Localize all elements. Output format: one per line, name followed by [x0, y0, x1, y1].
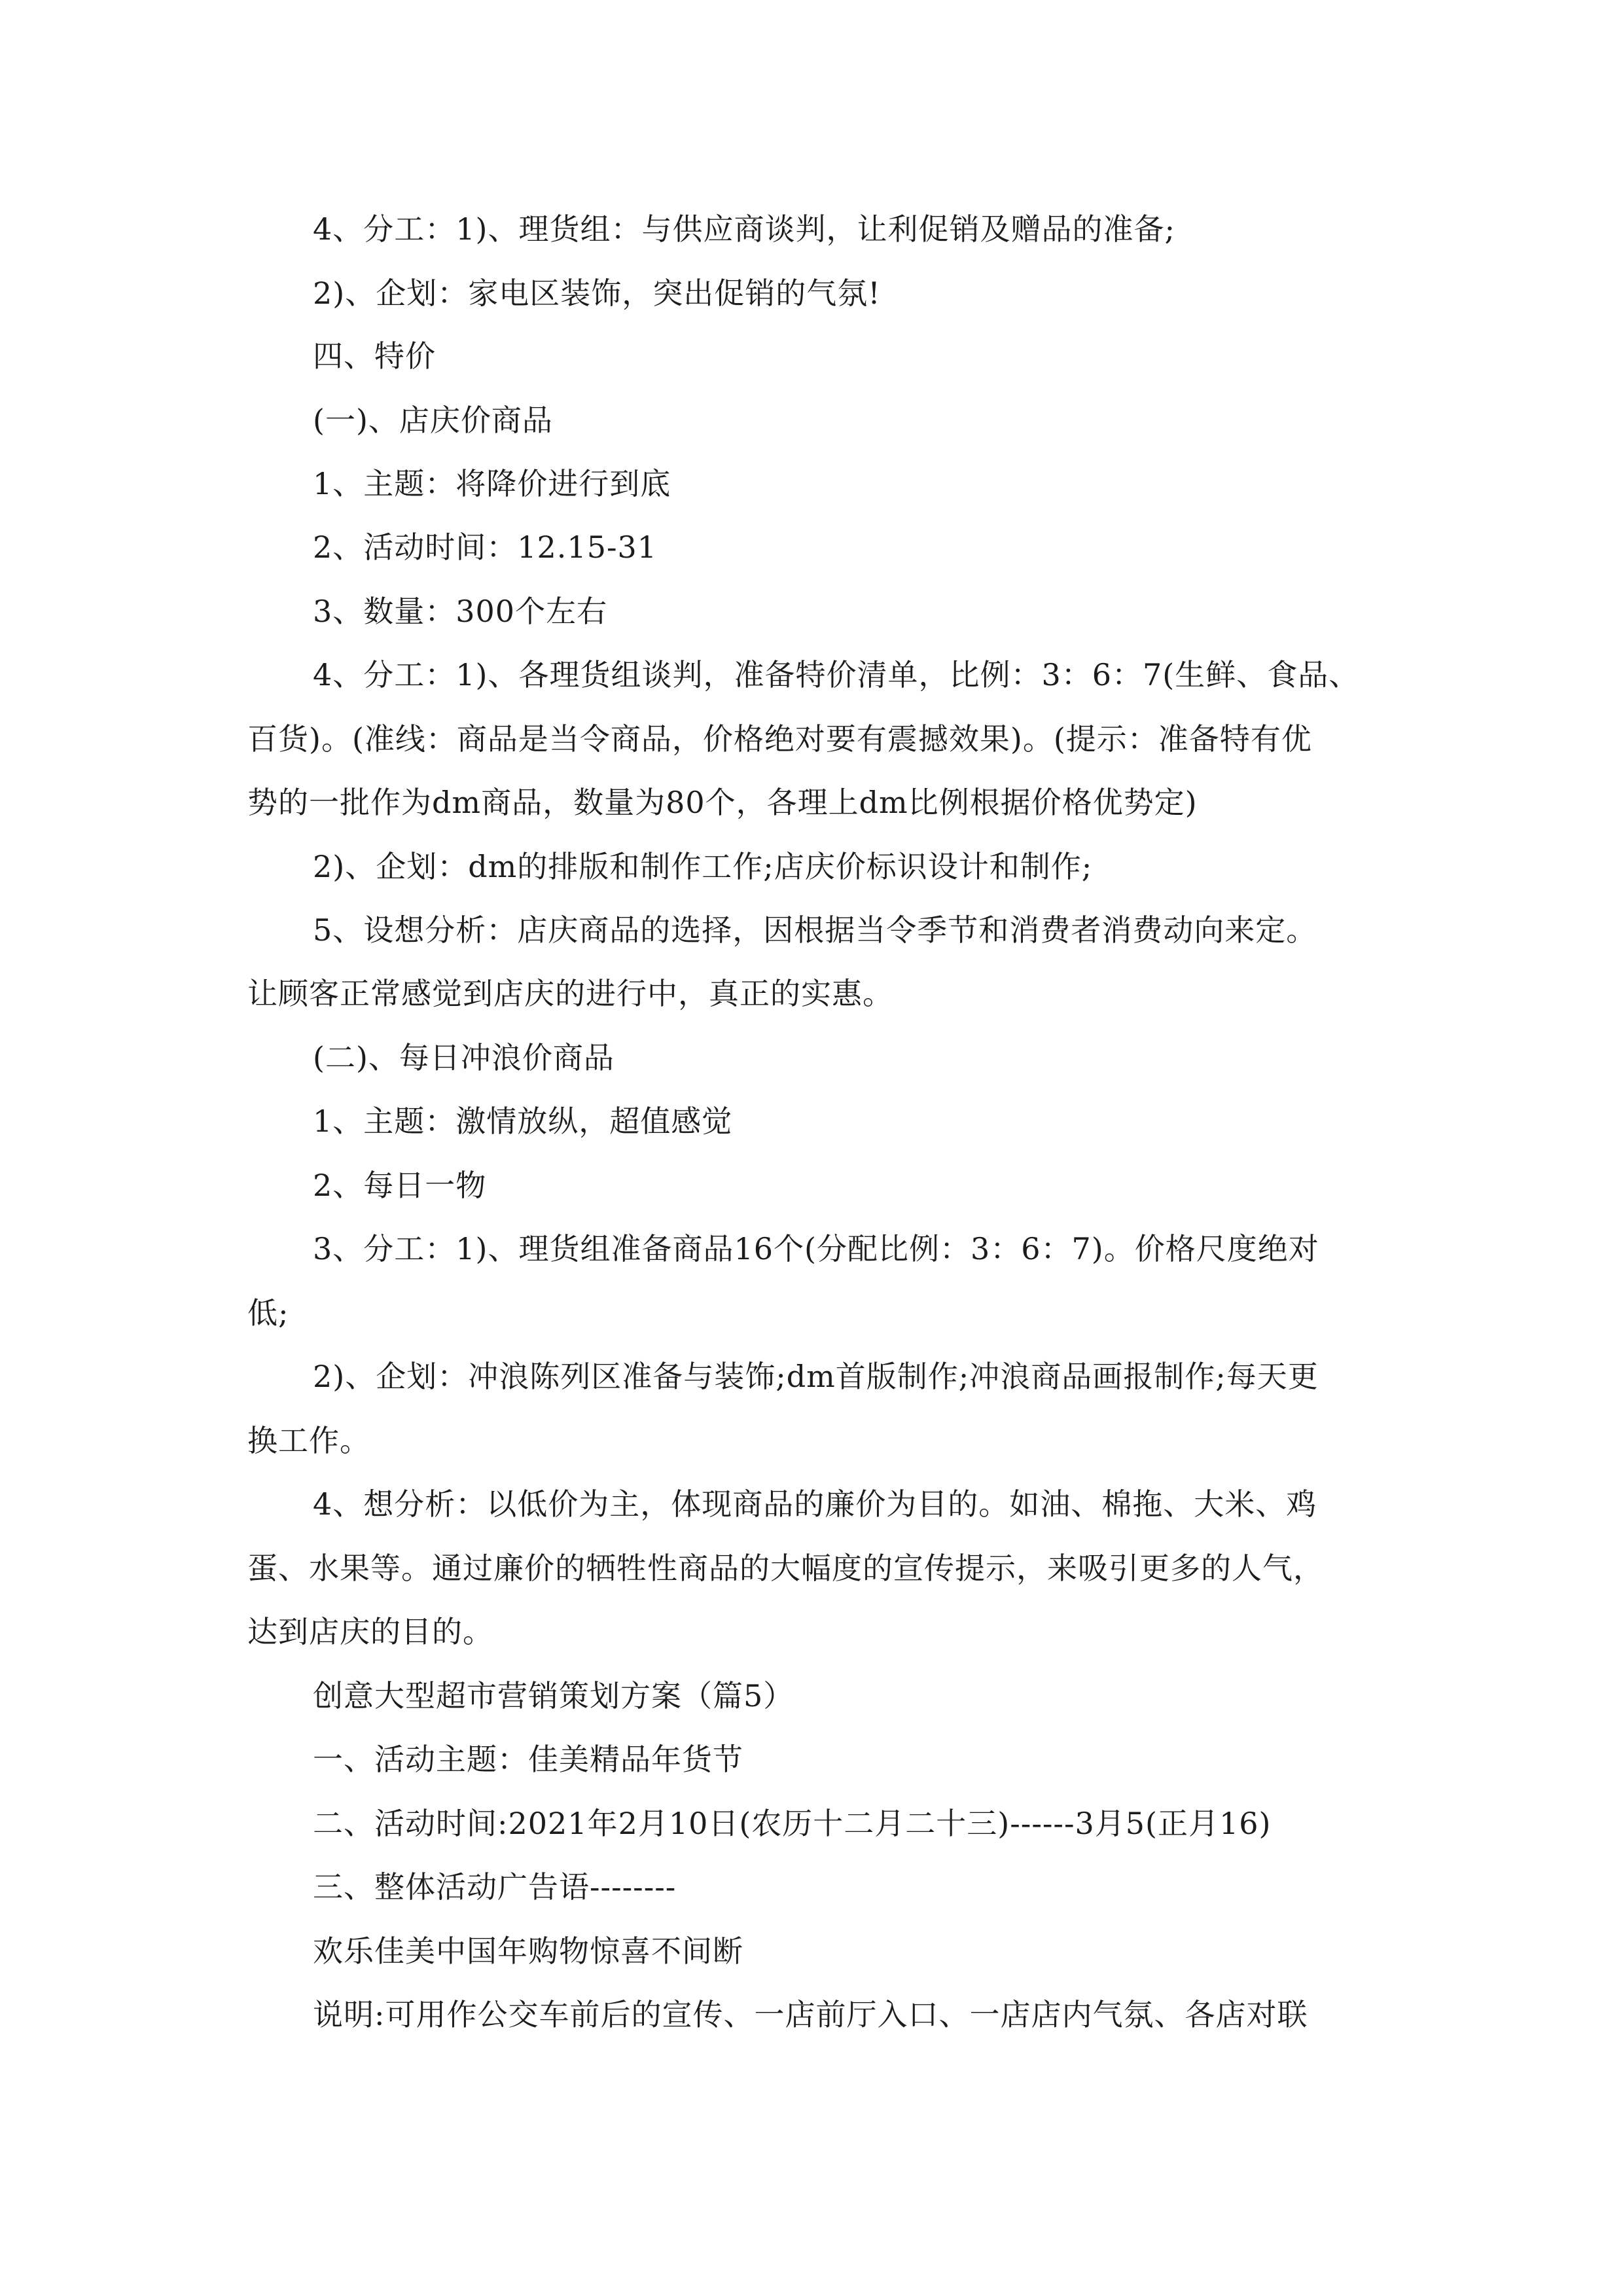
text-line: 说明:可用作公交车前后的宣传、一店前厅入口、一店店内气氛、各店对联 [313, 1997, 1308, 2032]
subsection-heading: (一)、店庆价商品 [313, 403, 553, 438]
text-line: 4、想分析：以低价为主，体现商品的廉价为目的。如油、棉拖、大米、鸡 [313, 1486, 1317, 1522]
text-line: 3、数量：300个左右 [313, 594, 608, 629]
text-line: 换工作。 [247, 1423, 370, 1458]
text-line: 让顾客正常感觉到店庆的进行中，真正的实惠。 [247, 976, 893, 1011]
text-line: 二、活动时间:2021年2月10日(农历十二月二十三)------3月5(正月16) [313, 1806, 1272, 1841]
text-line: 3、分工：1)、理货组准备商品16个(分配比例：3：6：7)。价格尺度绝对 [313, 1231, 1319, 1266]
text-line: 达到店庆的目的。 [247, 1614, 493, 1649]
text-line: 一、活动主题：佳美精品年货节 [313, 1742, 743, 1777]
text-line: 蛋、水果等。通过廉价的牺牲性商品的大幅度的宣传提示，来吸引更多的人气， [247, 1551, 1324, 1586]
text-line: 2)、企划：冲浪陈列区准备与装饰;dm首版制作;冲浪商品画报制作;每天更 [313, 1359, 1319, 1394]
text-line: 百货)。(准线：商品是当令商品，价格绝对要有震撼效果)。(提示：准备特有优 [247, 721, 1312, 757]
text-line: 4、分工：1)、理货组：与供应商谈判，让利促销及赠品的准备; [313, 211, 1175, 247]
text-line: 1、主题：将降价进行到底 [313, 466, 671, 501]
text-line: 欢乐佳美中国年购物惊喜不间断 [313, 1933, 743, 1969]
text-line: 2)、企划：dm的排版和制作工作;店庆价标识设计和制作; [313, 849, 1093, 884]
text-line: 4、分工：1)、各理货组谈判，准备特价清单，比例：3：6：7(生鲜、食品、 [313, 657, 1360, 692]
section-heading: 四、特价 [313, 338, 436, 374]
article-title: 创意大型超市营销策划方案（篇5） [313, 1678, 794, 1713]
text-line: 5、设想分析：店庆商品的选择，因根据当令季节和消费者消费动向来定。 [313, 912, 1317, 948]
subsection-heading: (二)、每日冲浪价商品 [313, 1040, 615, 1075]
text-line: 低; [247, 1295, 289, 1331]
text-line: 2、活动时间：12.15-31 [313, 529, 658, 565]
text-line: 2)、企划：家电区装饰，突出促销的气氛! [313, 276, 881, 311]
text-line: 三、整体活动广告语-------- [313, 1869, 677, 1905]
text-line: 1、主题：激情放纵，超值感觉 [313, 1103, 733, 1139]
text-line: 势的一批作为dm商品，数量为80个，各理上dm比例根据价格优势定) [247, 785, 1198, 820]
text-line: 2、每日一物 [313, 1168, 487, 1203]
